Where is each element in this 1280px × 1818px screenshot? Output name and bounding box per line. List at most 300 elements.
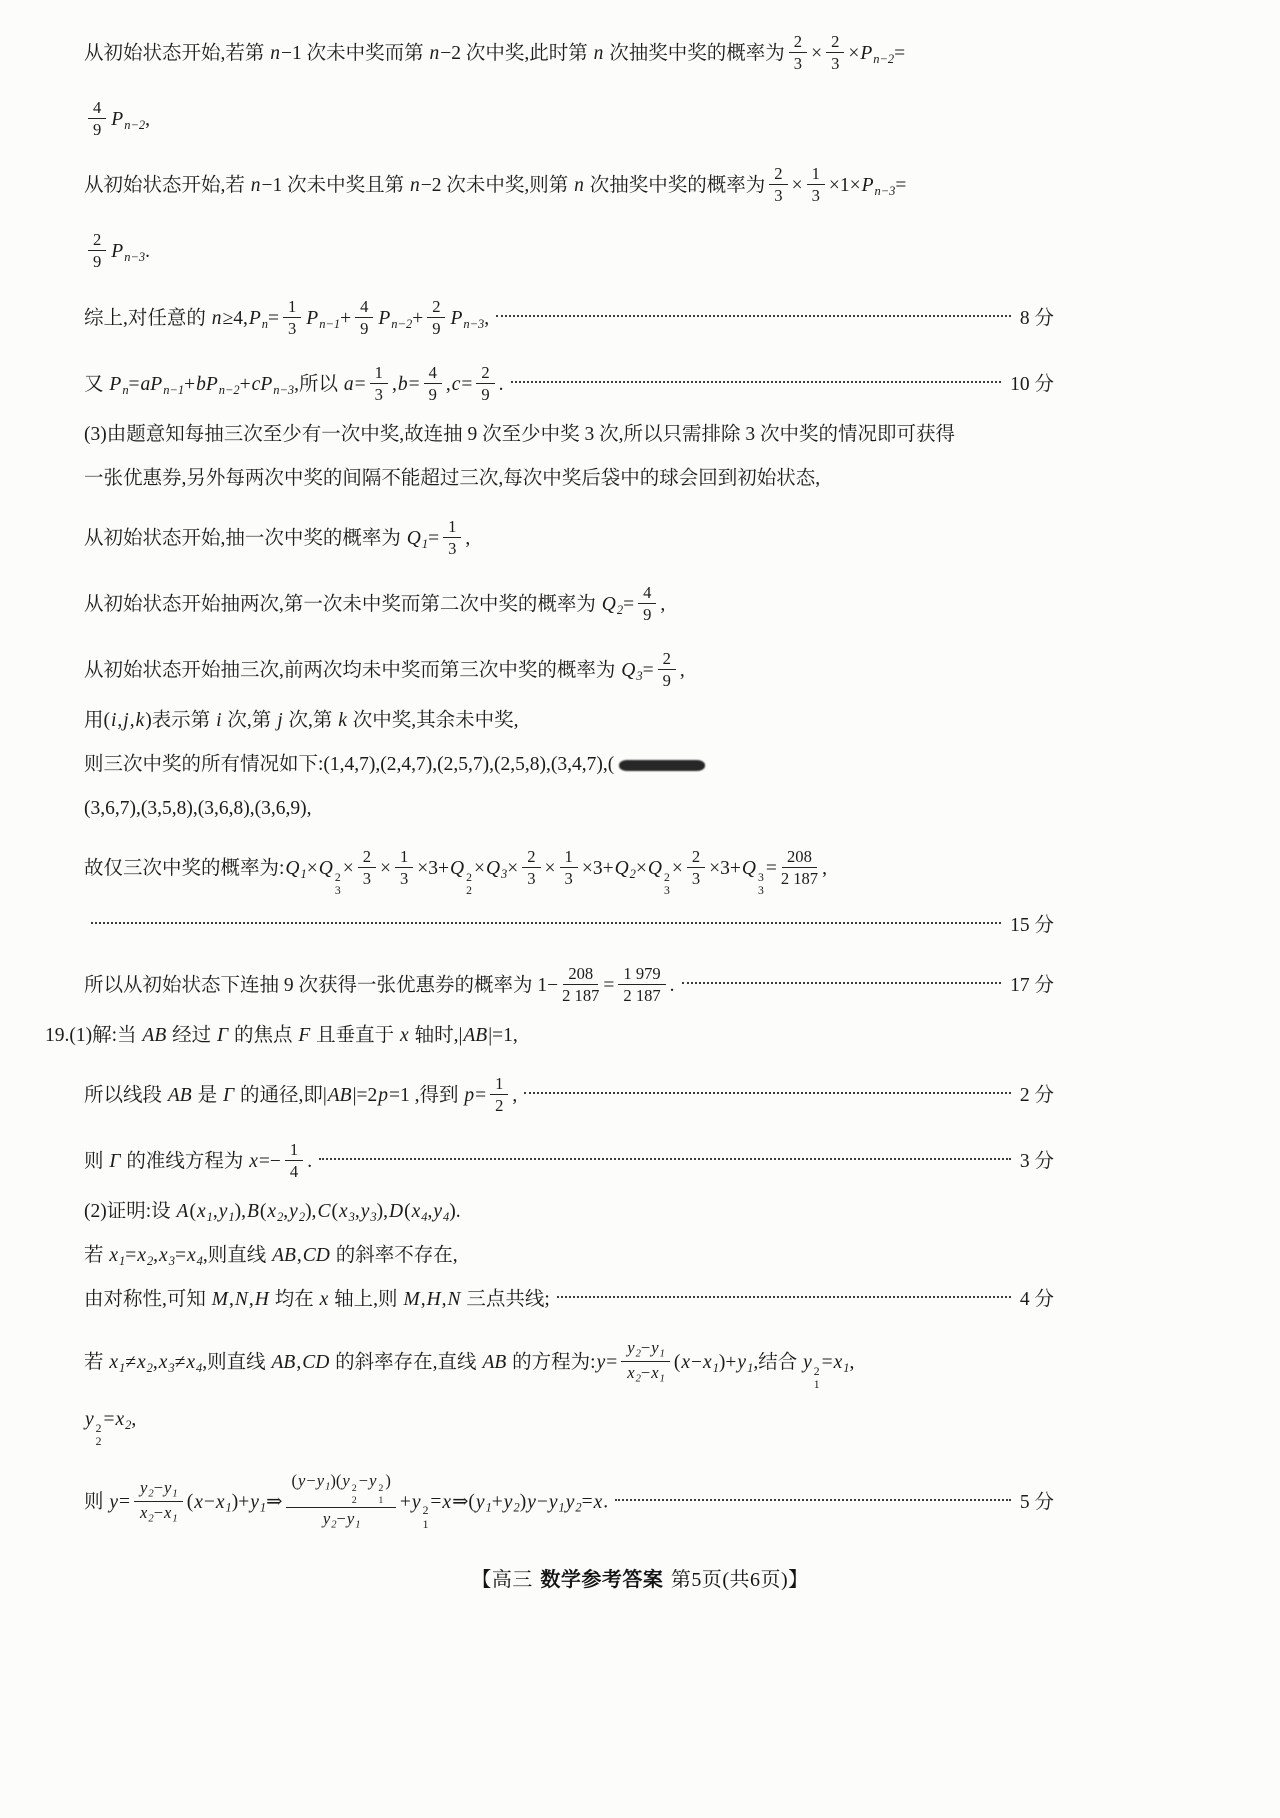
math-var: y	[411, 1491, 421, 1513]
math-var: Q	[285, 858, 300, 880]
math-var: x	[136, 1352, 146, 1374]
fraction-numerator: 2	[88, 230, 106, 251]
answer-line	[84, 362, 1054, 406]
math-var: y	[316, 1470, 325, 1490]
fraction	[621, 1338, 670, 1385]
subscript: 1	[659, 1373, 665, 1385]
subscript: n	[261, 316, 268, 331]
math-var: P	[860, 43, 873, 65]
math-var: y	[627, 1338, 635, 1358]
subscript: 3	[334, 884, 341, 898]
answer-line	[84, 34, 1054, 75]
fraction	[638, 583, 656, 624]
math-var: y	[737, 1352, 747, 1374]
sup-sub	[378, 1484, 383, 1506]
math-var: x	[651, 1363, 659, 1383]
answer-line	[84, 232, 1054, 273]
math-var: n	[410, 175, 420, 197]
fraction-numerator: 2	[769, 164, 787, 185]
sup-sub	[423, 1505, 429, 1530]
math-var: b	[397, 373, 408, 395]
answer-line	[84, 1076, 1054, 1117]
fraction	[395, 847, 413, 888]
fraction-numerator: 1	[395, 847, 413, 868]
subscript: n−3	[463, 316, 485, 331]
subscript: 1	[747, 1361, 754, 1376]
math-var: bP	[196, 373, 218, 395]
math-var: Γ	[222, 1085, 235, 1107]
math-var: Q	[741, 858, 756, 880]
math-var: x	[194, 1491, 203, 1513]
sup-sub	[664, 872, 670, 897]
math-var: P	[248, 307, 261, 329]
fraction-numerator: 2	[476, 363, 494, 384]
subscript: n−3	[124, 250, 146, 265]
subscript: 1	[712, 1361, 719, 1376]
math-var: p	[464, 1085, 475, 1107]
fraction	[283, 297, 301, 338]
line-content: 从初始状态开始,抽一次中奖的概率为 $Q_1=$ $\frac{1}{3}$ ,	[84, 516, 471, 558]
subscript: 1	[172, 1488, 178, 1500]
fraction	[443, 517, 461, 558]
math-var: n	[270, 43, 281, 65]
math-var: N	[234, 1289, 248, 1311]
dotted-leader	[557, 1296, 1011, 1298]
math-var: y	[109, 1491, 119, 1513]
math-var: x	[411, 1201, 421, 1223]
subscript: 3	[348, 1210, 355, 1225]
line-content: 由对称性,可知 M,N,H 均在 x 轴上,则 M,H,N 三点共线;	[84, 1289, 550, 1311]
subscript: 2	[575, 1500, 582, 1515]
subscript: 2	[331, 1519, 337, 1531]
answer-line	[84, 1285, 1054, 1315]
sup-sub	[96, 1423, 102, 1448]
math-var: AB	[272, 1245, 296, 1267]
fraction-denominator: 2 187	[562, 986, 600, 1006]
fraction-denominator: 9	[93, 120, 102, 140]
math-var: y	[322, 1509, 331, 1529]
dotted-leader	[319, 1158, 1011, 1160]
math-var: Q	[318, 858, 333, 880]
fraction-numerator: $y_2-y_1$	[134, 1478, 183, 1502]
score-mark: 17 分	[1010, 975, 1054, 997]
line-content: 从初始状态开始,若 n−1 次未中奖且第 n−2 次未中奖,则第 n 次抽奖中奖的概率为 $\frac{2}{3}$ × $\frac{1}{3}$ $\times 1\times P_{n-3}=$	[84, 164, 907, 206]
math-var: cP	[251, 373, 273, 395]
math-var: D	[388, 1201, 404, 1223]
subscript: 2	[616, 602, 624, 617]
math-var: x	[442, 1491, 452, 1513]
score-mark: 4 分	[1019, 1289, 1054, 1311]
math-var: x	[833, 1352, 843, 1374]
line-content: (3,6,7),(3,5,8),(3,6,8),(3,6,9),	[84, 798, 312, 820]
superscript: 2	[95, 1421, 102, 1435]
math-var: p	[378, 1085, 388, 1107]
answer-line	[84, 582, 1054, 626]
subscript: 2	[95, 1435, 102, 1449]
dotted-leader	[524, 1092, 1011, 1094]
math-var: B	[246, 1201, 259, 1223]
math-var: x	[400, 1025, 409, 1047]
answer-line	[84, 516, 1054, 560]
math-var: x	[627, 1363, 635, 1383]
fraction-numerator: 4	[424, 363, 442, 384]
fraction-denominator: 9	[93, 252, 102, 272]
math-var: j	[123, 710, 129, 732]
fraction-denominator: 3	[564, 869, 573, 889]
math-var: AB	[327, 1085, 352, 1107]
line-content: 19.(1)解:当 AB 经过 Γ 的焦点 F 且垂直于 x 轴时,|AB|=1,	[45, 1025, 518, 1047]
superscript: 2	[466, 870, 472, 884]
math-var: y	[298, 1470, 306, 1490]
fraction-denominator: 3	[527, 869, 536, 889]
fraction-denominator: 9	[481, 384, 490, 404]
answer-line	[84, 100, 1054, 141]
fraction-numerator: 1	[560, 847, 578, 868]
subscript: n−2	[218, 382, 240, 397]
math-var: x	[267, 1201, 277, 1223]
dotted-leader	[511, 381, 1002, 383]
fraction-numerator: 4	[88, 98, 106, 119]
math-var: H	[254, 1289, 269, 1311]
fraction-denominator: 3	[811, 186, 820, 206]
math-var: k	[338, 710, 347, 732]
math-var: P	[111, 241, 124, 263]
fraction-denominator: 4	[289, 1162, 299, 1182]
subscript: 2	[635, 1373, 641, 1385]
line-content: $\frac{2}{9}$ $P_{n-3}$.	[84, 232, 150, 273]
fraction-denominator: $x_2-x_1$	[140, 1502, 178, 1525]
subscript: n−3	[874, 184, 896, 199]
subscript: n	[122, 382, 129, 397]
subscript: 3	[168, 1361, 175, 1376]
fraction-numerator: 2	[826, 32, 844, 53]
math-var: x	[249, 1151, 258, 1173]
fraction-denominator: $y_2-y_1$	[322, 1509, 361, 1531]
answer-line	[84, 1405, 1054, 1448]
subscript: 4	[196, 1361, 203, 1376]
line-content: 则三次中奖的所有情况如下:(1,4,7),(2,4,7),(2,5,7),(2,5,8),(3,4,7),(	[84, 750, 705, 780]
fraction-denominator: 2 187	[623, 986, 661, 1006]
math-var: CD	[302, 1245, 330, 1267]
fraction	[286, 1471, 395, 1531]
line-content: 若 $x_1\ne x_2,x_3\ne x_4$,则直线 AB,CD 的斜率存在,直线 AB 的方程为:y= $\frac{y_2-y_1}{x_2-x_1}$ $(x-x_1)+y_1$,结合 y 2 1 $=x_1$,	[84, 1338, 855, 1392]
math-var: y	[475, 1491, 485, 1513]
answer-line	[84, 706, 1054, 736]
math-var: AB	[271, 1352, 296, 1374]
fraction-denominator: 9	[432, 318, 441, 338]
answer-line	[84, 849, 1054, 897]
fraction	[490, 1074, 508, 1115]
subscript: 4	[443, 1210, 450, 1225]
subscript: 3	[757, 884, 764, 898]
answer-line	[84, 166, 1054, 207]
fraction-denominator: 2 187	[780, 869, 819, 889]
line-content: 从初始状态开始抽两次,第一次未中奖而第二次中奖的概率为 $Q_2=$ $\frac{4}{9}$ ,	[84, 582, 666, 624]
math-var: Q	[485, 858, 501, 880]
fraction	[789, 32, 807, 73]
math-var: x	[215, 1491, 225, 1513]
line-content: 从初始状态开始,若第 n−1 次未中奖而第 n−2 次中奖,此时第 n 次抽奖中奖的概率为 $\frac{2}{3}$ × $\frac{2}{3}$ $\times P_{n-2}=$	[84, 32, 906, 74]
fraction-denominator: 2	[495, 1096, 504, 1116]
subscript: 1	[172, 1513, 178, 1525]
dotted-leader	[496, 315, 1011, 317]
fraction-numerator: 2	[658, 649, 676, 670]
fraction	[370, 363, 388, 404]
fraction-numerator: 2	[522, 847, 540, 868]
answer-line	[84, 911, 1054, 941]
subscript: 2	[125, 1418, 132, 1433]
math-var: x	[164, 1502, 172, 1522]
math-var: aP	[140, 373, 163, 395]
math-var: x	[593, 1491, 603, 1513]
fraction-numerator: 1	[370, 363, 388, 384]
sup-sub	[335, 872, 341, 897]
subscript: 1	[300, 867, 307, 882]
fraction	[522, 847, 540, 888]
superscript: 2	[351, 1483, 357, 1495]
fraction-numerator: 2	[427, 297, 445, 318]
answer-line	[84, 1470, 1054, 1533]
math-var: n	[593, 43, 604, 65]
subscript: 1	[225, 1500, 232, 1515]
fraction-denominator: 3	[374, 384, 383, 404]
superscript: 2	[422, 1504, 429, 1518]
fraction-numerator: $y_2-y_1$	[621, 1338, 670, 1362]
line-content: 综上,对任意的 $n\ge 4,P_n=$ $\frac{1}{3}$ $P_{n-1}+$ $\frac{4}{9}$ $P_{n-2}+$ $\frac{2}{9}$ $P_{n-3}$,	[84, 296, 490, 338]
math-var: AB	[482, 1352, 507, 1374]
fraction	[807, 164, 825, 205]
math-var: y	[548, 1491, 558, 1513]
line-content: 从初始状态开始抽三次,前两次均未中奖而第三次中奖的概率为 $Q_3=$ $\frac{2}{9}$ ,	[84, 649, 685, 691]
math-var: P	[378, 307, 391, 329]
score-mark: 10 分	[1010, 373, 1054, 395]
math-var: P	[111, 109, 124, 131]
math-var: C	[317, 1201, 331, 1223]
subscript: 2	[635, 1348, 641, 1360]
subscript: 2	[148, 1513, 154, 1525]
subscript: 1	[259, 1500, 267, 1515]
subscript: 1	[422, 1517, 429, 1531]
line-content: $\frac{4}{9}$ $P_{n-2}$,	[84, 100, 150, 141]
fraction-numerator: 1	[283, 297, 301, 318]
math-var: x	[186, 1352, 195, 1374]
fraction-denominator: 3	[774, 186, 783, 206]
math-var: x	[196, 1201, 206, 1223]
fraction	[88, 98, 106, 139]
fraction-denominator: 3	[448, 538, 457, 558]
math-var: P	[861, 175, 874, 197]
fraction-numerator: 4	[638, 583, 656, 604]
subscript: 3	[636, 669, 643, 684]
fraction	[476, 363, 494, 404]
math-var: M	[211, 1289, 229, 1311]
line-content: 一张优惠券,另外每两次中奖的间隔不能超过三次,每次中奖后袋中的球会回到初始状态,	[84, 467, 821, 489]
subscript: 2	[146, 1361, 153, 1376]
math-var: x	[140, 1502, 148, 1522]
math-var: y	[527, 1491, 536, 1513]
fraction	[424, 363, 442, 404]
superscript: 2	[813, 1364, 820, 1378]
fraction-numerator: 1	[285, 1140, 303, 1161]
line-content: 故仅三次中奖的概率为$:Q_1\times Q$ 2 3 × $\frac{2}{3}$ × $\frac{1}{3}$ ×3+Q 2 2 $\times Q_3\times$ $\frac{2}{3}$ × $\frac{1}{3}$ $\times 3+Q_2\times Q$ 2 3 × $\frac{2}{3}$ ×3+Q 3 3 = $\frac{208}{2 187}$ ,	[84, 847, 827, 898]
subscript: 1	[355, 1519, 361, 1531]
subscript: 3	[370, 1210, 377, 1225]
math-var: n	[211, 307, 222, 329]
subscript: 1	[485, 1500, 492, 1515]
math-var: y	[651, 1338, 659, 1358]
math-var: Γ	[109, 1151, 121, 1173]
fraction-numerator: 1	[490, 1074, 508, 1095]
math-var: x	[338, 1201, 348, 1223]
fraction-numerator: 208	[782, 847, 817, 868]
subscript: 1	[659, 1348, 665, 1360]
math-var: n	[429, 43, 440, 65]
subscript: 1	[843, 1361, 850, 1376]
answer-line	[84, 1197, 1054, 1227]
dotted-leader	[682, 982, 1002, 984]
dotted-leader	[91, 922, 1001, 924]
fraction-numerator: 1	[807, 164, 825, 185]
math-var: y	[140, 1477, 148, 1497]
math-var: Q	[406, 527, 421, 549]
line-content: (3)由题意知每抽三次至少有一次中奖,故连抽 9 次至少中奖 3 次,所以只需排除 3 次中奖的情况即可获得	[84, 423, 955, 445]
footer-prefix: 【高三	[471, 1569, 539, 1592]
math-var: k	[135, 710, 145, 732]
answer-line	[84, 794, 1054, 824]
subscript: 2	[146, 1254, 154, 1269]
math-var: y	[346, 1509, 355, 1529]
subscript: 1	[119, 1361, 126, 1376]
sup-sub	[814, 1366, 820, 1391]
subscript: 2	[351, 1495, 357, 1507]
subscript: 1	[813, 1378, 820, 1392]
superscript: 3	[757, 870, 764, 884]
subscript: 2	[148, 1488, 154, 1500]
dotted-leader	[615, 1499, 1011, 1501]
sup-sub	[466, 872, 472, 897]
line-content: 所以从初始状态下连抽 9 次获得一张优惠券的概率为 1− $\frac{208}{2 187}$ = $\frac{1 979}{2 187}$ .	[84, 963, 675, 1006]
line-content: 所以线段 AB 是 Γ 的通径,即|AB|=2p=1 ,得到 p= $\frac{1}{2}$ ,	[84, 1074, 518, 1116]
fraction-numerator: $(y-y_1)(y$ 2 2 −y 2 1 )	[286, 1471, 395, 1508]
math-var: P	[109, 373, 122, 395]
fraction-denominator: $x_2-x_1$	[627, 1363, 665, 1385]
line-content: y 2 2 $=x_2$,	[85, 1409, 137, 1449]
answer-line	[84, 420, 1054, 450]
math-var: i	[111, 710, 117, 732]
math-var: x	[159, 1245, 168, 1267]
subscript: n−3	[273, 382, 295, 397]
math-var: N	[447, 1289, 461, 1311]
line-content: 若 $x_1=x_2,x_3=x_4$,则直线 AB,CD 的斜率不存在,	[84, 1245, 458, 1269]
subscript: 3	[664, 884, 670, 898]
fraction-numerator: 208	[563, 964, 598, 985]
math-var: n	[574, 175, 584, 197]
subscript: 3	[501, 867, 508, 882]
footer-page-info: 第5页(共6页)】	[665, 1569, 809, 1592]
math-var: c	[451, 373, 461, 395]
math-var: Γ	[217, 1025, 229, 1047]
fraction	[781, 847, 818, 888]
math-var: y	[250, 1491, 259, 1513]
subscript: 2	[277, 1210, 284, 1225]
fraction-denominator: 9	[360, 318, 369, 338]
math-var: AB	[142, 1025, 167, 1047]
math-var: x	[137, 1245, 146, 1267]
score-mark: 8 分	[1019, 307, 1054, 329]
subscript: 1	[206, 1210, 213, 1225]
fraction	[618, 964, 665, 1005]
subscript: 2	[466, 884, 472, 898]
subscript: 2	[513, 1500, 520, 1515]
superscript: 2	[378, 1483, 384, 1495]
line-content: 用(i,j,k)表示第 i 次,第 j 次,第 k 次中奖,其余未中奖,	[84, 710, 519, 732]
math-var: y	[360, 1201, 370, 1223]
subscript: 1	[325, 1481, 331, 1493]
answer-line	[84, 1241, 1054, 1271]
subscript: 1	[228, 1210, 235, 1225]
subscript: 4	[196, 1254, 203, 1269]
fraction-denominator: 9	[662, 671, 671, 691]
fraction	[687, 847, 705, 888]
fraction	[658, 649, 676, 690]
math-var: A	[176, 1201, 189, 1223]
math-var: n	[250, 175, 261, 197]
fraction-numerator: 4	[355, 297, 373, 318]
fraction-numerator: 2	[687, 847, 705, 868]
score-mark: 5 分	[1019, 1491, 1054, 1513]
sup-sub	[758, 872, 764, 897]
subscript: n−1	[163, 382, 185, 397]
answer-line	[84, 464, 1054, 494]
subscript: n−1	[319, 316, 341, 331]
fraction-numerator: 2	[789, 32, 807, 53]
answer-line	[45, 1021, 1054, 1051]
fraction-denominator: 9	[428, 384, 437, 404]
line-content: 则 y= $\frac{y_2-y_1}{x_2-x_1}$ $(x-x_1)+y_1\Rightarrow$ $(y-y_1)(y$ 2 2 −y 2 1 ) $y_2-y_1$ +y 2 1 $=x\Rightarrow(y_1+y_2)y-y_1y_2=x$.	[84, 1470, 609, 1531]
answer-line	[84, 750, 1054, 780]
subscript: 4	[421, 1210, 428, 1225]
fraction	[285, 1140, 303, 1181]
math-var: P	[450, 307, 463, 329]
subscript: 3	[168, 1254, 175, 1269]
math-var: AB	[167, 1085, 192, 1107]
answer-line	[84, 963, 1054, 1007]
math-var: Q	[647, 858, 662, 880]
math-var: x	[681, 1352, 691, 1374]
math-var: y	[218, 1201, 228, 1223]
subscript: 1	[119, 1254, 126, 1269]
fraction	[560, 847, 578, 888]
fraction-denominator: 3	[288, 318, 297, 338]
footer-title: 数学参考答案	[540, 1569, 664, 1592]
math-var: Q	[601, 593, 616, 615]
math-var: y	[503, 1491, 513, 1513]
superscript: 2	[334, 870, 341, 884]
math-var: y	[164, 1477, 172, 1497]
subscript: n−2	[873, 52, 895, 67]
fraction-numerator: 1	[443, 517, 461, 538]
score-mark: 2 分	[1019, 1085, 1054, 1107]
math-var: y	[803, 1352, 812, 1374]
math-var: P	[306, 307, 319, 329]
math-var: y	[289, 1201, 298, 1223]
math-var: x	[319, 1289, 329, 1311]
math-var: x	[158, 1352, 168, 1374]
fraction-denominator: 3	[793, 54, 803, 74]
math-var: y	[369, 1470, 377, 1490]
math-var: F	[298, 1025, 311, 1047]
math-var: y	[565, 1491, 575, 1513]
